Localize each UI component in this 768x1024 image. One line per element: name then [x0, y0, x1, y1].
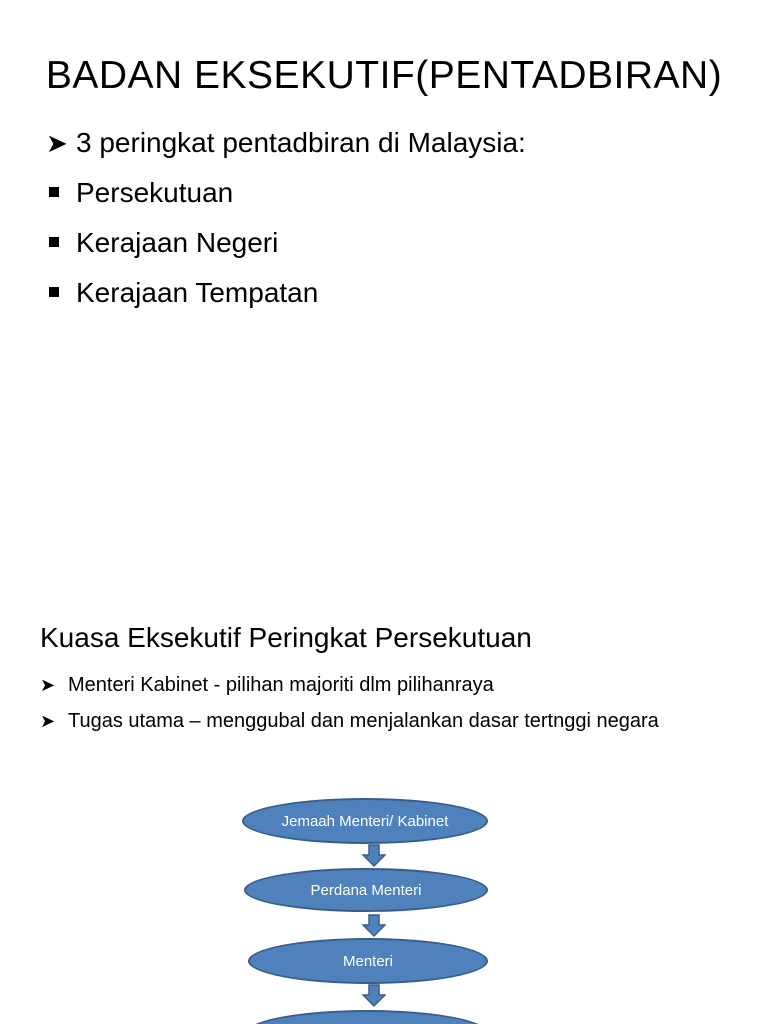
- slide-title: BADAN EKSEKUTIF(PENTADBIRAN): [45, 54, 723, 97]
- list-item: [46, 120, 526, 170]
- flowchart-node-label: Menteri: [342, 952, 394, 970]
- arrow-bullet-icon: ➤: [40, 711, 56, 731]
- flowchart-node: [248, 938, 488, 984]
- flowchart-node-label: Jemaah Menteri/ Kabinet: [281, 812, 449, 830]
- flowchart-node-label: Perdana Menteri: [310, 881, 422, 899]
- list-item-text: Kerajaan Negeri: [76, 227, 279, 258]
- flowchart-node: [246, 1010, 488, 1024]
- down-arrow-icon: [362, 984, 386, 1008]
- flowchart-node: [244, 868, 488, 912]
- list-item-text: Persekutuan: [76, 177, 234, 208]
- arrow-bullet-icon: ➤: [46, 128, 68, 158]
- slide-bullet-list: [46, 120, 526, 320]
- list-item: [46, 220, 526, 270]
- square-bullet-icon: [49, 287, 59, 297]
- flowchart-node: [242, 798, 488, 844]
- down-arrow-icon: [362, 914, 386, 938]
- list-item-text: Kerajaan Tempatan: [76, 277, 319, 308]
- list-item: [40, 670, 730, 700]
- square-bullet-icon: [49, 187, 59, 197]
- list-item-text: Menteri Kabinet - pilihan majoriti dlm pilihanraya: [68, 674, 494, 696]
- list-item: [46, 270, 526, 320]
- section-title: Kuasa Eksekutif Peringkat Persekutuan: [40, 622, 532, 653]
- list-item: [40, 706, 730, 736]
- arrow-bullet-icon: ➤: [40, 675, 56, 695]
- list-item: [46, 170, 526, 220]
- square-bullet-icon: [49, 237, 59, 247]
- down-arrow-icon: [362, 844, 386, 868]
- section-bullet-list: [40, 670, 730, 742]
- list-item-text: Tugas utama – menggubal dan menjalankan dasar tertnggi negara: [68, 710, 659, 732]
- list-item-text: 3 peringkat pentadbiran di Malaysia:: [76, 127, 526, 158]
